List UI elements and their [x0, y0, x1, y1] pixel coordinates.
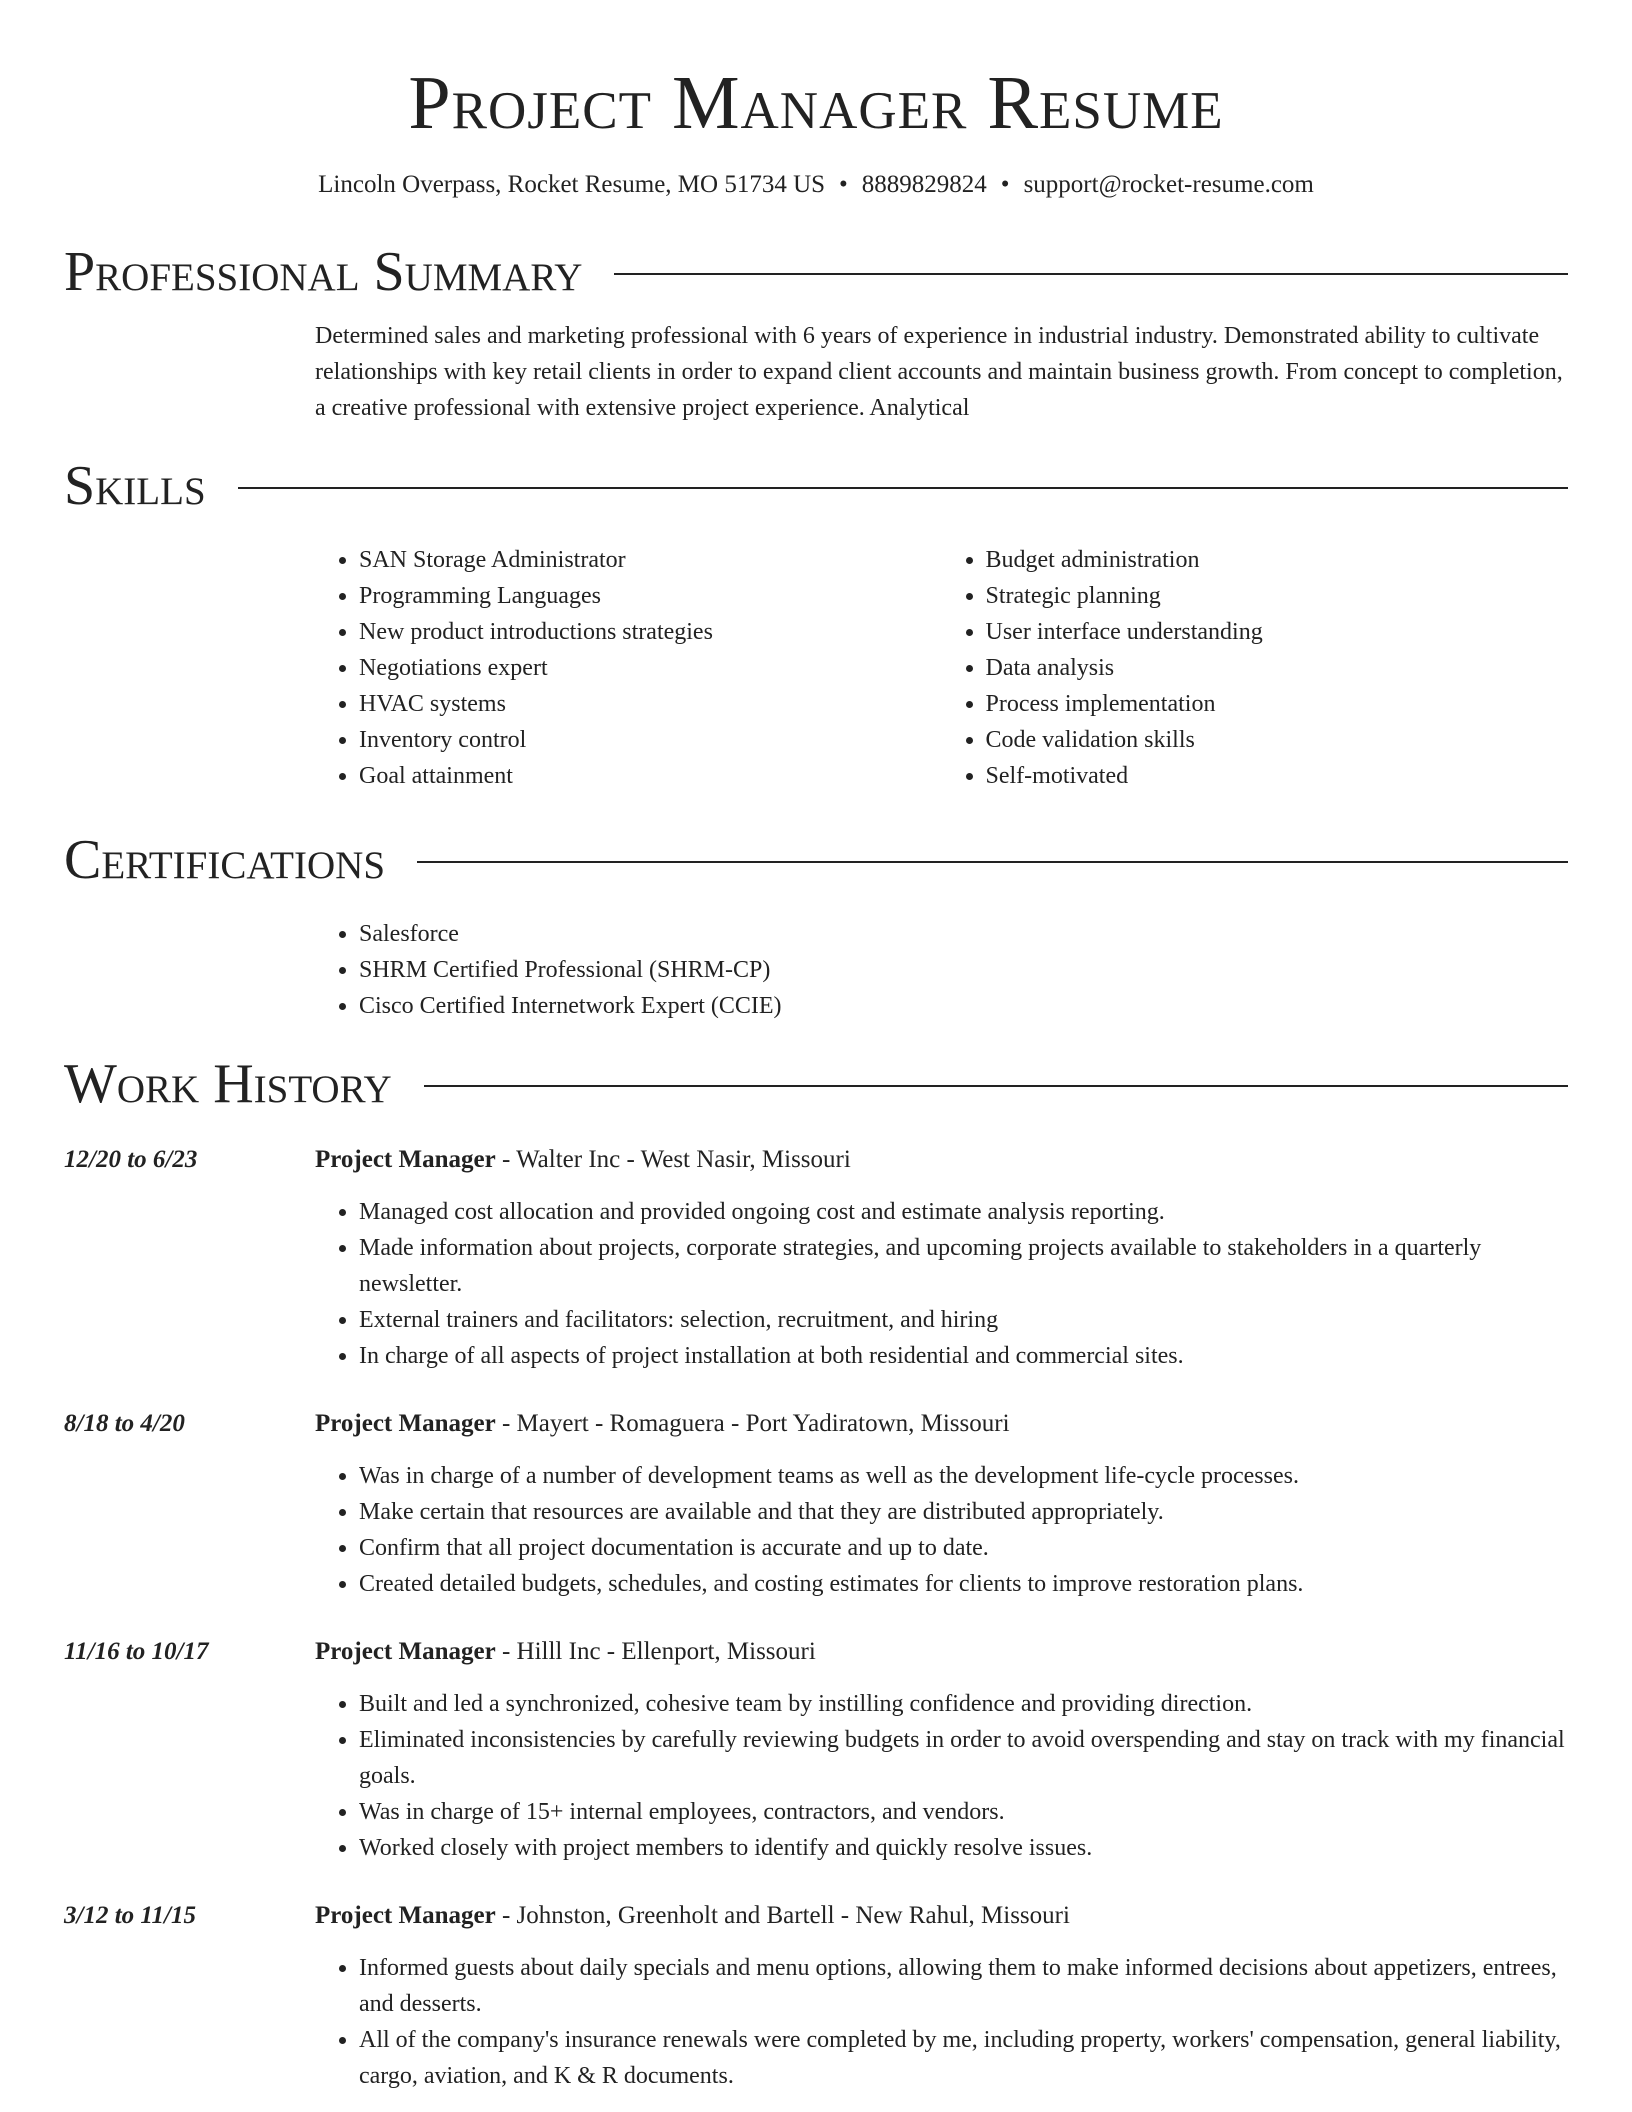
job-entry — [64, 1898, 1568, 2094]
skill-item: • Self-motivated — [986, 758, 1569, 794]
job-bullet: • Created detailed budgets, schedules, and costing estimates for clients to improve restoration plans. — [359, 1566, 1568, 1602]
job-bullet: • Informed guests about daily specials and menu options, allowing them to make informed decisions about appetizers, entrees, and desserts. — [359, 1950, 1568, 2022]
job-dates: 11/16 to 10/17 — [64, 1638, 209, 1665]
job-details: - Mayert - Romaguera - Port Yadiratown, Missouri — [495, 1410, 1010, 1437]
job-body — [315, 1634, 1568, 1866]
job-dates: 12/20 to 6/23 — [64, 1146, 198, 1173]
certification-item: • Salesforce — [359, 916, 1568, 952]
job-bullets — [315, 1686, 1568, 1866]
job-details: - Johnston, Greenholt and Bartell - New Rahul, Missouri — [495, 1902, 1070, 1929]
skill-item: • Inventory control — [359, 722, 942, 758]
contact-separator: • — [1000, 171, 1010, 198]
contact-phone: 8889829824 — [861, 171, 987, 198]
job-title: Project Manager — [315, 1638, 496, 1665]
job-bullet: • In charge of all aspects of project installation at both residential and commercial sites. — [359, 1338, 1568, 1374]
job-bullet: • Make certain that resources are available and that they are distributed appropriately. — [359, 1494, 1568, 1530]
job-bullets — [315, 1194, 1568, 1374]
contact-email: support@rocket-resume.com — [1023, 171, 1314, 198]
skill-item: • Strategic planning — [986, 578, 1569, 614]
work-heading: Work History — [64, 1053, 392, 1115]
job-heading — [315, 1898, 1568, 1934]
job-bullet: • Managed cost allocation and provided ongoing cost and estimate analysis reporting. — [359, 1194, 1568, 1230]
skills-section-header — [64, 454, 1568, 518]
job-bullet: • Was in charge of a number of development teams as well as the development life-cycle processes. — [359, 1458, 1568, 1494]
skill-item: • User interface understanding — [986, 614, 1569, 650]
skills-list — [315, 542, 1568, 794]
summary-text: Determined sales and marketing professional with 6 years of experience in industrial industry. Demonstrated ability to cultivate relationships with key retail clients in order to expand client accounts and maintain business growth. From concept to completion, a creative professional with extensive project experience. Analytical — [315, 323, 1563, 421]
job-heading — [315, 1406, 1568, 1442]
job-bullet: • Was in charge of 15+ internal employees, contractors, and vendors. — [359, 1794, 1568, 1830]
skill-item: • Data analysis — [986, 650, 1569, 686]
skill-item: • Programming Languages — [359, 578, 942, 614]
job-body — [315, 1898, 1568, 2094]
certification-item: • SHRM Certified Professional (SHRM-CP) — [359, 952, 1568, 988]
skill-item: • Process implementation — [986, 686, 1569, 722]
summary-body — [315, 318, 1568, 426]
job-heading — [315, 1142, 1568, 1178]
job-bullet: • All of the company's insurance renewals were completed by me, including property, workers' compensation, general liability, cargo, aviation, and K & R documents. — [359, 2022, 1568, 2094]
skills-column-right — [942, 542, 1569, 794]
job-heading — [315, 1634, 1568, 1670]
contact-address: Lincoln Overpass, Rocket Resume, MO 51734 US — [318, 171, 826, 198]
certification-item: • Cisco Certified Internetwork Expert (CCIE) — [359, 988, 1568, 1024]
skill-item: • Negotiations expert — [359, 650, 942, 686]
skill-item: • HVAC systems — [359, 686, 942, 722]
summary-heading: Professional Summary — [64, 241, 583, 303]
job-title: Project Manager — [315, 1902, 496, 1929]
section-divider — [238, 487, 1568, 489]
job-bullet: • Worked closely with project members to identify and quickly resolve issues. — [359, 1830, 1568, 1866]
summary-section-header — [64, 240, 1568, 304]
skill-item: • Budget administration — [986, 542, 1569, 578]
certifications-heading: Certifications — [64, 829, 386, 891]
job-body — [315, 1142, 1568, 1374]
job-title: Project Manager — [315, 1146, 496, 1173]
skill-item: • Code validation skills — [986, 722, 1569, 758]
certifications-list — [315, 916, 1568, 1024]
job-bullets — [315, 1458, 1568, 1602]
job-details: - Hilll Inc - Ellenport, Missouri — [495, 1638, 816, 1665]
job-body — [315, 1406, 1568, 1602]
contact-line — [64, 168, 1568, 202]
job-entry — [64, 1634, 1568, 1866]
job-dates: 3/12 to 11/15 — [64, 1902, 196, 1929]
job-bullet: • Eliminated inconsistencies by carefully reviewing budgets in order to avoid overspending and stay on track with my financial goals. — [359, 1722, 1568, 1794]
job-entry — [64, 1142, 1568, 1374]
section-divider — [614, 273, 1568, 275]
skills-column-left — [315, 542, 942, 794]
page-title: Project Manager Resume — [408, 61, 1224, 145]
job-bullets — [315, 1950, 1568, 2094]
skills-heading: Skills — [64, 455, 206, 517]
job-title: Project Manager — [315, 1410, 496, 1437]
job-dates: 8/18 to 4/20 — [64, 1410, 185, 1437]
section-divider — [417, 861, 1568, 863]
skill-item: • New product introductions strategies — [359, 614, 942, 650]
job-entry — [64, 1406, 1568, 1602]
job-bullet: • External trainers and facilitators: selection, recruitment, and hiring — [359, 1302, 1568, 1338]
section-divider — [424, 1085, 1568, 1087]
job-bullet: • Confirm that all project documentation is accurate and up to date. — [359, 1530, 1568, 1566]
skill-item: • SAN Storage Administrator — [359, 542, 942, 578]
job-details: - Walter Inc - West Nasir, Missouri — [495, 1146, 851, 1173]
job-bullet: • Built and led a synchronized, cohesive team by instilling confidence and providing direction. — [359, 1686, 1568, 1722]
certifications-section-header — [64, 828, 1568, 892]
contact-separator: • — [839, 171, 848, 198]
skill-item: • Goal attainment — [359, 758, 942, 794]
job-bullet: • Made information about projects, corporate strategies, and upcoming projects available to stakeholders in a quarterly newsletter. — [359, 1230, 1568, 1302]
work-section-header — [64, 1052, 1568, 1116]
